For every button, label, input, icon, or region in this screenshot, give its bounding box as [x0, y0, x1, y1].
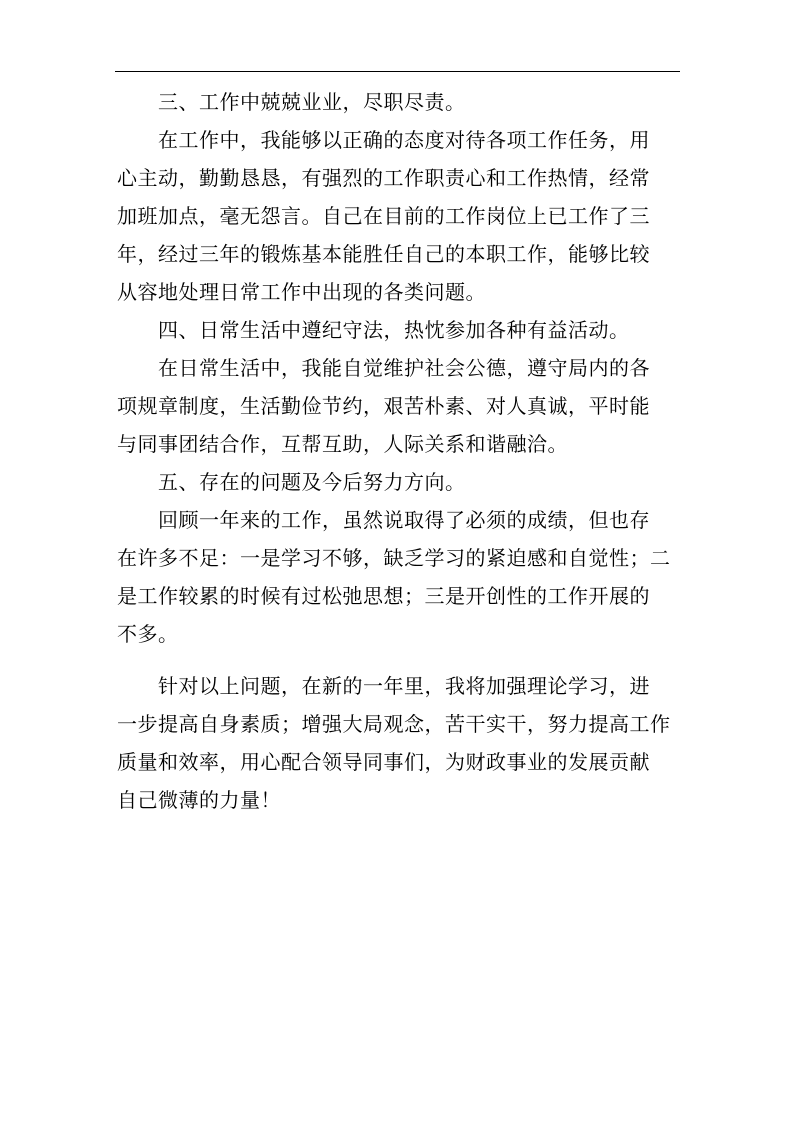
paragraph-line: 质量和效率，用心配合领导同事们，为财政事业的发展贡献	[117, 750, 650, 774]
header-rule	[115, 71, 680, 72]
paragraph-line: 回顾一年来的工作，虽然说取得了必须的成绩，但也存	[158, 508, 650, 532]
paragraph-line: 加班加点，毫无怨言。自己在目前的工作岗位上已工作了三	[117, 204, 650, 228]
document-body	[117, 83, 671, 819]
paragraph-line: 项规章制度，生活勤俭节约，艰苦朴素、对人真诚，平时能	[117, 394, 650, 418]
paragraph-line: 在工作中，我能够以正确的态度对待各项工作任务，用	[158, 128, 650, 152]
paragraph-line: 年，经过三年的锻炼基本能胜任自己的本职工作，能够比较	[117, 242, 650, 266]
section-heading-work: 三、工作中兢兢业业，尽职尽责。	[158, 90, 466, 114]
paragraph-gap	[117, 653, 662, 667]
section-heading-life: 四、日常生活中遵纪守法，热忱参加各种有益活动。	[158, 318, 630, 342]
paragraph-line: 在许多不足：一是学习不够，缺乏学习的紧迫感和自觉性；二	[117, 546, 671, 570]
paragraph-line: 是工作较累的时候有过松弛思想；三是开创性的工作开展的	[117, 584, 650, 608]
paragraph-line: 在日常生活中，我能自觉维护社会公德，遵守局内的各	[158, 356, 650, 380]
paragraph-line: 心主动，勤勤恳恳，有强烈的工作职责心和工作热情，经常	[117, 166, 650, 190]
paragraph-line: 针对以上问题，在新的一年里，我将加强理论学习，进	[158, 674, 650, 698]
paragraph-line: 与同事团结合作，互帮互助，人际关系和谐融洽。	[117, 432, 568, 456]
paragraph-line: 自己微薄的力量！	[117, 788, 281, 812]
paragraph-line: 从容地处理日常工作中出现的各类问题。	[117, 280, 486, 304]
paragraph-line: 一步提高自身素质；增强大局观念，苦干实干，努力提高工作	[117, 712, 671, 736]
paragraph-line: 不多。	[117, 622, 179, 646]
section-heading-problems: 五、存在的问题及今后努力方向。	[158, 470, 466, 494]
